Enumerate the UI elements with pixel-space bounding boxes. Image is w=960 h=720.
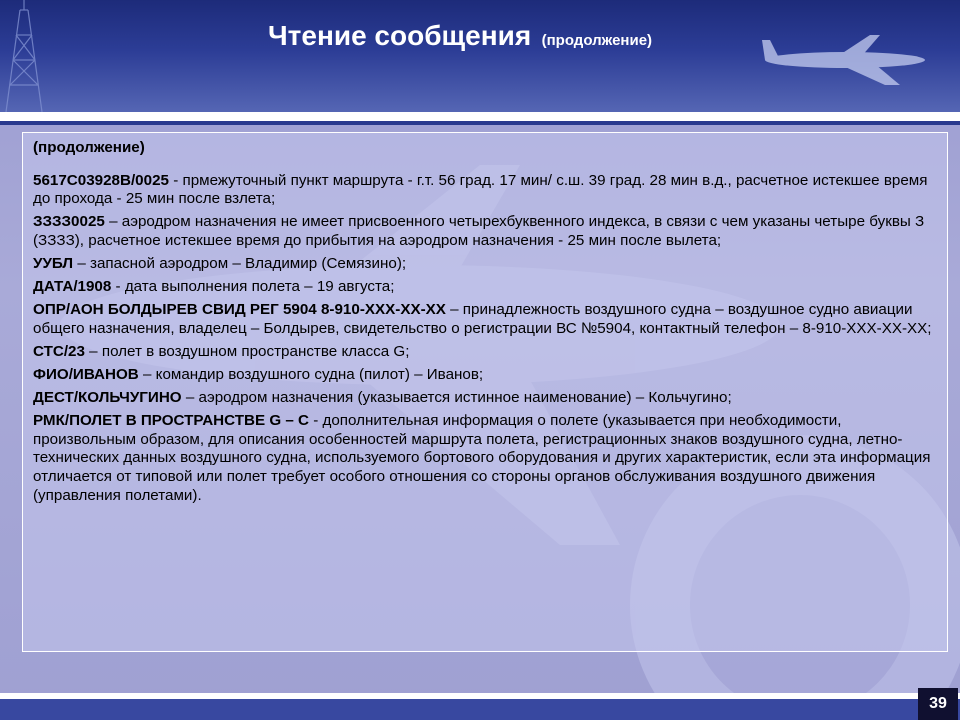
message-content	[22, 132, 948, 652]
item-code: ЗЗЗЗ0025	[33, 213, 105, 231]
message-item	[33, 412, 937, 505]
message-item	[33, 366, 937, 385]
item-code: ФИО/ИВАНОВ	[33, 365, 139, 383]
header-divider	[0, 112, 960, 121]
item-code: 5617C03928B/0025	[33, 171, 169, 189]
radio-tower-illustration	[0, 0, 70, 112]
footer-band	[0, 699, 960, 720]
message-item	[33, 172, 937, 209]
message-item	[33, 301, 937, 338]
item-code: ОПР/АОН БОЛДЫРЕВ СВИД РЕГ 5904 8-910-ХХХ-ХХ-ХХ	[33, 301, 446, 319]
message-item	[33, 213, 937, 250]
content-lead: (продолжение)	[33, 139, 145, 156]
item-code: УУБЛ	[33, 254, 74, 272]
header-band	[0, 0, 960, 112]
message-item	[33, 278, 937, 297]
title-subtitle: (продолжение)	[541, 32, 653, 49]
page-number: 39	[918, 688, 958, 720]
item-text: – командир воздушного судна (пилот) – Иванов;	[138, 365, 484, 383]
message-item	[33, 389, 937, 408]
airplane-illustration	[750, 30, 940, 90]
item-text: – принадлежность воздушного судна – воздушное судно авиации общего назначения, владелец – Болдырев, свидетельство о регистрации ВС №5904, контактный телефон – 8-910-ХХХ-ХХ-ХХ;	[33, 301, 932, 337]
item-text: – запасной аэродром – Владимир (Семязино);	[73, 254, 407, 272]
item-code: РМК/ПОЛЕТ В ПРОСТРАНСТВЕ G – С	[33, 412, 309, 430]
item-code: СТС/23	[33, 342, 85, 360]
item-text: – полет в воздушном пространстве класса G;	[84, 342, 410, 360]
slide-title	[268, 20, 652, 52]
message-item	[33, 343, 937, 362]
title-main: Чтение сообщения	[268, 20, 532, 51]
item-text: - прмежуточный пункт маршрута - г.т. 56 град. 17 мин/ с.ш. 39 град. 28 мин в.д., расчетное истекшее время до прохода - 25 мин после взлета;	[33, 171, 928, 208]
item-text: - дополнительная информация о полете (указывается при необходимости, произвольным образом, для описания особенностей маршрута полета, регистрационных знаков воздушного судна, летно-технических данных воздушного судна, используемого бортового оборудования и других характеристик, если эта информация отличается от типовой или полет требует особого отношения со стороны органов обслуживания воздушного движения (управления полетами).	[33, 412, 931, 504]
item-text: – аэродром назначения не имеет присвоенного четырехбуквенного индекса, в связи с чем указаны четыре буквы З (ЗЗЗЗ), расчетное истекшее время до прибытия на аэродром назначения - 25 мин после вылета;	[33, 213, 925, 249]
item-text: – аэродром назначения (указывается истинное наименование) – Кольчугино;	[181, 389, 732, 407]
message-item	[33, 255, 937, 274]
item-code: ДАТА/1908	[33, 278, 112, 296]
item-text: - дата выполнения полета – 19 августа;	[111, 278, 395, 296]
item-code: ДЕСТ/КОЛЬЧУГИНО	[33, 389, 182, 407]
